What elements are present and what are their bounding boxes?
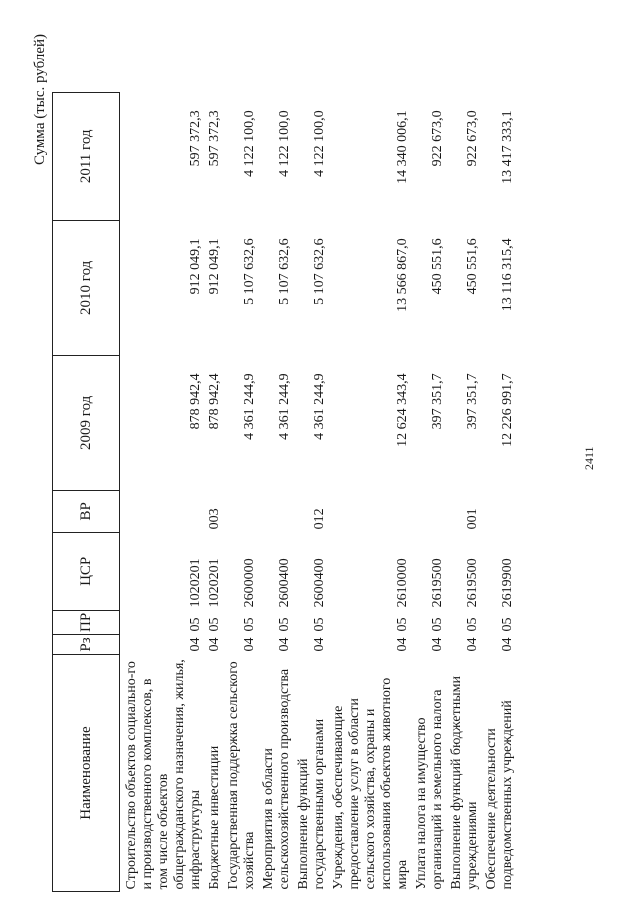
row-2011: 922 673,0 <box>465 110 480 167</box>
header-name: Наименование <box>53 655 120 892</box>
row-2009: 878 942,4 <box>188 373 203 430</box>
row-rz: 04 <box>188 637 203 652</box>
row-rz: 04 <box>242 637 257 652</box>
row-2009: 878 942,4 <box>207 373 222 430</box>
row-pr: 05 <box>242 617 257 632</box>
row-name: Выполнение функций бюджетными учреждениями <box>449 676 480 890</box>
row-csr: 2619500 <box>430 558 445 608</box>
row-2010: 912 049,1 <box>207 238 222 295</box>
table-row <box>481 92 516 891</box>
row-vr: 012 <box>312 508 327 530</box>
table-row <box>293 92 328 891</box>
row-2011: 597 372,3 <box>207 110 222 167</box>
row-2010: 13 566 867,0 <box>395 238 410 312</box>
row-pr: 05 <box>277 617 292 632</box>
row-2009: 4 361 244,9 <box>312 373 327 440</box>
header-rz: Рз <box>53 635 120 655</box>
header-2011: 2011 год <box>53 92 120 220</box>
row-rz: 04 <box>500 637 515 652</box>
table-row <box>258 92 293 891</box>
header-row <box>53 92 120 891</box>
table-row <box>411 92 446 891</box>
row-name: Бюджетные инвестиции <box>207 745 222 890</box>
row-name: Обеспечение деятельности подведомственных учреждений <box>484 700 515 890</box>
row-rz: 04 <box>395 637 410 652</box>
row-2011: 13 417 333,1 <box>500 110 515 184</box>
row-name: Выполнение функций государственными органами <box>296 718 327 890</box>
row-2009: 397 351,7 <box>465 373 480 430</box>
row-2009: 12 226 991,7 <box>500 373 515 447</box>
table-row <box>204 92 223 891</box>
row-csr: 1020201 <box>207 558 222 608</box>
row-csr: 2600400 <box>277 558 292 608</box>
row-csr: 2600400 <box>312 558 327 608</box>
budget-table <box>52 92 516 892</box>
row-rz: 04 <box>465 637 480 652</box>
row-vr <box>481 490 516 532</box>
row-vr <box>223 490 258 532</box>
units-note: Сумма (тыс. рублей) <box>32 33 48 165</box>
row-csr: 2600000 <box>242 558 257 608</box>
row-vr <box>328 490 411 532</box>
row-pr: 05 <box>430 617 445 632</box>
row-csr: 2619900 <box>500 558 515 608</box>
row-name: Учреждения, обеспечивающие предоставление услуг в области сельского хозяйства, охраны и использования объектов животного мира <box>331 677 410 890</box>
row-pr: 05 <box>500 617 515 632</box>
row-2010: 5 107 632,6 <box>312 238 327 305</box>
row-csr: 2619500 <box>465 558 480 608</box>
row-name: Государственная поддержка сельского хозяйства <box>226 661 257 890</box>
row-pr: 05 <box>188 617 203 632</box>
row-2009: 397 351,7 <box>430 373 445 430</box>
row-rz: 04 <box>207 637 222 652</box>
row-2010: 13 116 315,4 <box>500 238 515 312</box>
row-2010: 5 107 632,6 <box>277 238 292 305</box>
row-vr <box>258 490 293 532</box>
row-2011: 4 122 100,0 <box>277 110 292 177</box>
row-vr <box>120 490 205 532</box>
row-vr: 001 <box>465 508 480 530</box>
row-csr: 2610000 <box>395 558 410 608</box>
row-csr: 1020201 <box>188 558 203 608</box>
row-vr: 003 <box>207 508 222 530</box>
row-2011: 4 122 100,0 <box>242 110 257 177</box>
row-vr <box>411 490 446 532</box>
row-2009: 12 624 343,4 <box>395 373 410 447</box>
row-rz: 04 <box>312 637 327 652</box>
row-2009: 4 361 244,9 <box>277 373 292 440</box>
row-2010: 5 107 632,6 <box>242 238 257 305</box>
row-name: Мероприятия в области сельскохозяйственного производства <box>261 668 292 890</box>
row-pr: 05 <box>207 617 222 632</box>
row-2011: 4 122 100,0 <box>312 110 327 177</box>
page-number: 2411 <box>582 446 596 470</box>
row-2011: 14 340 006,1 <box>395 110 410 184</box>
table-row <box>223 92 258 891</box>
row-2010: 450 551,6 <box>430 238 445 295</box>
row-2009: 4 361 244,9 <box>242 373 257 440</box>
row-name: Строительство объектов социально-го и производственного комплексов, в том числе объектов общегражданского назначения, жилья, инфраструктуры <box>124 659 203 890</box>
row-2010: 912 049,1 <box>188 238 203 295</box>
row-name: Уплата налога на имущество организаций и земельного налога <box>414 689 445 890</box>
header-vr: ВР <box>53 490 120 532</box>
row-rz: 04 <box>430 637 445 652</box>
row-2011: 922 673,0 <box>430 110 445 167</box>
table-row <box>446 92 481 891</box>
row-pr: 05 <box>465 617 480 632</box>
header-2009: 2009 год <box>53 355 120 490</box>
row-pr: 05 <box>312 617 327 632</box>
row-2011: 597 372,3 <box>188 110 203 167</box>
header-csr: ЦСР <box>53 532 120 610</box>
row-pr: 05 <box>395 617 410 632</box>
header-pr: ПР <box>53 610 120 634</box>
row-2010: 450 551,6 <box>465 238 480 295</box>
table-row <box>328 92 411 891</box>
row-rz: 04 <box>277 637 292 652</box>
header-2010: 2010 год <box>53 220 120 355</box>
table-row <box>120 92 205 891</box>
